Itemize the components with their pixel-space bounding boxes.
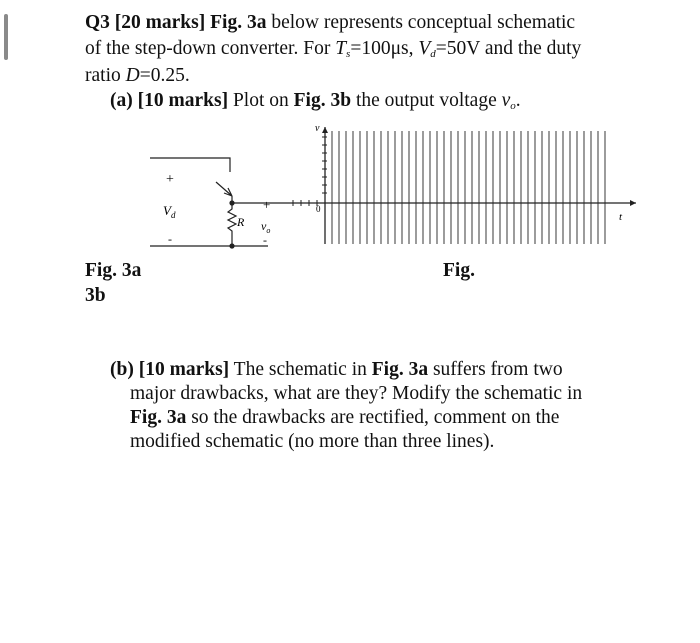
- part-b-line-3: Fig. 3a so the drawbacks are rectified, comment on the: [130, 407, 560, 428]
- vo-minus-sign: -: [263, 233, 267, 247]
- plot-origin-label: 0: [316, 204, 321, 214]
- vd-label: $V_d$: [163, 203, 176, 220]
- question-line-3: ratio D=0.25.: [85, 65, 190, 86]
- question-line-1: Q3 [20 marks] Fig. 3a below represents conceptual schematic: [85, 12, 576, 33]
- question-number: Q3 [20 marks]: [85, 12, 206, 33]
- part-a-label: (a) [10 marks]: [110, 90, 229, 111]
- vd-plus-sign: +: [166, 172, 174, 187]
- resistor-label: R: [237, 215, 245, 229]
- vd-minus-sign: -: [168, 232, 172, 246]
- vo-label: $v_o$: [261, 219, 271, 235]
- vo-plus-sign: +: [263, 197, 271, 212]
- top-wire: [150, 158, 230, 172]
- output-top-wire: [232, 196, 290, 203]
- part-b-line-1: (b) [10 marks] The schematic in Fig. 3a suffers from two: [110, 359, 563, 380]
- output-voltage-plot: [290, 127, 636, 244]
- part-b-label: (b) [10 marks]: [110, 359, 230, 380]
- plot-x-arrow-icon: [630, 200, 636, 206]
- part-a-prompt: (a) [10 marks] Plot on Fig. 3b the output voltage $v_o$.: [110, 90, 521, 112]
- top-node: [230, 201, 234, 205]
- plot-y-axis-label: v: [315, 123, 320, 134]
- figure-reference: Fig. 3a: [210, 12, 267, 33]
- fig-3b-caption-number: 3b: [85, 285, 106, 306]
- resistor-icon: [228, 203, 236, 246]
- switch-icon: [216, 182, 232, 196]
- part-b-line-4: modified schematic (no more than three lines).: [130, 431, 495, 452]
- plot-y-arrow-icon: [322, 127, 328, 133]
- question-line-2: of the step-down converter. For $T_s=100\mu s$, $V_d=50V$ and the duty: [85, 38, 582, 60]
- plot-x-axis-label: t: [619, 211, 623, 223]
- fig-3b-caption: Fig.: [443, 260, 475, 281]
- fig-3a-caption: Fig. 3a: [85, 260, 142, 281]
- bottom-node: [230, 244, 234, 248]
- part-b-line-2: major drawbacks, what are they? Modify the schematic in: [130, 383, 583, 404]
